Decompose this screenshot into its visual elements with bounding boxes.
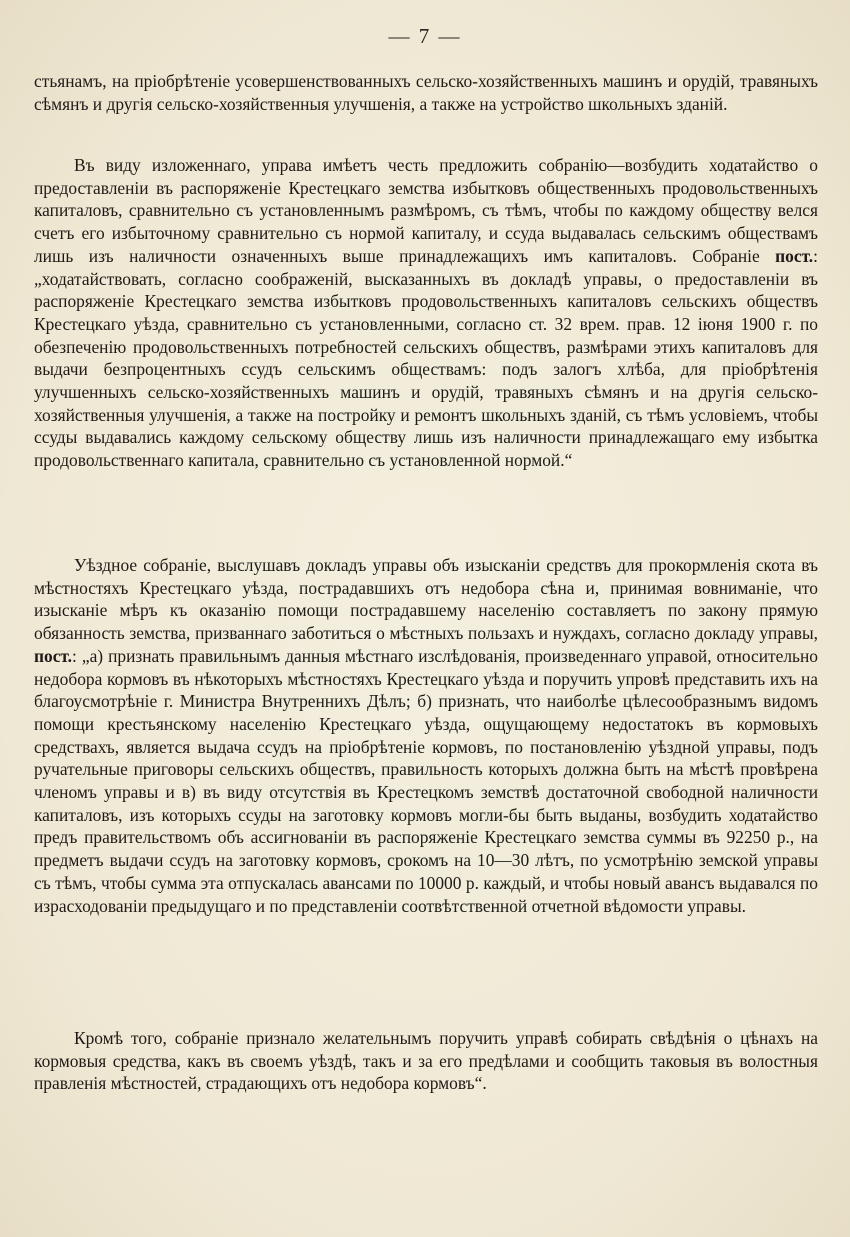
paragraph-3-part-1: Уѣздное собраніе, выслушавъ докладъ управы объ изысканіи средствъ для прокормленія скота въ мѣстностяхъ Крестецкаго уѣзда, пострадавшихъ отъ недобора сѣна и, принимая вовниманіе, что изысканіе мѣръ къ оказанію помощи пострадавшему населенію составляетъ по закону прямую обязанность земства, призваннаго заботиться о мѣстныхъ пользахъ и нуждахъ, согласно докладу управы, xyxy=(34,555,818,644)
paragraph-2-text xyxy=(34,154,818,472)
paragraph-2-part-2: : „ходатайствовать, согласно соображеній, высказанныхъ въ докладѣ управы, о предоставленіи въ распоряженіе Крестецкаго земства избытковъ продовольственныхъ капиталовъ сельскихъ обществъ Крестецкаго уѣзда, сравнительно съ установленными, согласно ст. 32 врем. прав. 12 іюня 1900 г. по обезпеченію продовольственныхъ потребностей сельскихъ обществъ, размѣрами этихъ капиталовъ для выдачи безпроцентныхъ ссудъ сельскимъ обществамъ: подъ залогъ хлѣба, для пріобрѣтенія улучшенныхъ сельско-хозяйственныхъ машинъ и орудій, травяныхъ сѣмянъ и на другія сельско-хозяйственныя улучшенія, а также на постройку и ремонтъ школьныхъ зданій, съ тѣмъ условіемъ, чтобы ссуды выдавались каждому сельскому обществу лишь изъ наличности принадлежащаго ему избытка продовольственнаго капитала, сравнительно съ установленной нормой.“ xyxy=(34,245,818,471)
paragraph-uprava-proposal xyxy=(34,154,818,472)
resolution-marker: пост. xyxy=(775,245,814,266)
paragraph-additional-resolution xyxy=(34,1027,818,1095)
paragraph-2-part-1: Въ виду изложеннаго, управа имѣетъ честь предложить собранію—возбудить ходатайство о предоставленіи въ распоряженіе Крестецкаго земства избытковъ общественныхъ продовольственныхъ капиталовъ, сравнительно съ установленнымъ размѣромъ, съ тѣмъ, чтобы по каждому обществу велся счетъ его избыточному сравнительно съ нормой капиталу, и ссуда выдавалась сельскимъ обществамъ лишь изъ наличности означенныхъ выше принадлежащихъ имъ капиталовъ. Собраніе xyxy=(34,155,818,266)
paragraph-assembly-resolution xyxy=(34,554,818,917)
paragraph-1-text: стьянамъ, на пріобрѣтеніе усовершенствованныхъ сельско-хозяйственныхъ машинъ и орудій, травяныхъ сѣмянъ и другія сельско-хозяйственныя улучшенія, а также на устройство школьныхъ зданій. xyxy=(34,71,818,114)
resolution-marker: пост. xyxy=(34,645,73,666)
paragraph-4-text: Кромѣ того, собраніе признало желательнымъ поручить управѣ собирать свѣдѣнія о цѣнахъ на кормовыя средства, какъ въ своемъ уѣздѣ, такъ и за его предѣлами и сообщить таковыя въ волостныя правленія мѣстностей, страдающихъ отъ недобора кормовъ“. xyxy=(34,1028,818,1094)
paragraph-continuation xyxy=(34,70,818,115)
page-number: — 7 — xyxy=(388,24,462,48)
paragraph-3-text xyxy=(34,554,818,917)
paragraph-3-part-2: : „а) признать правильнымъ данныя мѣстнаго изслѣдованія, произведеннаго управой, относительно недобора кормовъ въ нѣкоторыхъ мѣстностяхъ Крестецкаго уѣзда и поручить упровѣ представить ихъ на благоусмотрѣніе г. Министра Внутреннихъ Дѣлъ; б) признать, что наиболѣе цѣлесообразнымъ видомъ помощи крестьянскому населенію Крестецкаго уѣзда, ощущающему недостатокъ въ кормовыхъ средствахъ, является выдача ссудъ на пріобрѣтеніе кормовъ, по постановленію уѣздной управы, подъ ручательные приговоры сельскихъ обществъ, правильность которыхъ должна быть на мѣстѣ провѣрена членомъ управы и в) въ виду отсутствія въ Крестецкомъ земствѣ достаточной свободной наличности капиталовъ, изъ которыхъ ссуды на заготовку кормовъ могли-бы быть выданы, возбудить ходатайство предъ правительствомъ объ ассигнованіи въ распоряженіе Крестецкаго земства суммы въ 92250 р., на предметъ выдачи ссудъ на заготовку кормовъ, срокомъ на 10—30 лѣтъ, по усмотрѣнію земской управы съ тѣмъ, чтобы сумма эта отпускалась авансами по 10000 р. каждый, и чтобы новый авансъ выдавался по израсходованіи предыдущаго и по представленіи соотвѣтственной отчетной вѣдомости управы. xyxy=(34,645,818,916)
